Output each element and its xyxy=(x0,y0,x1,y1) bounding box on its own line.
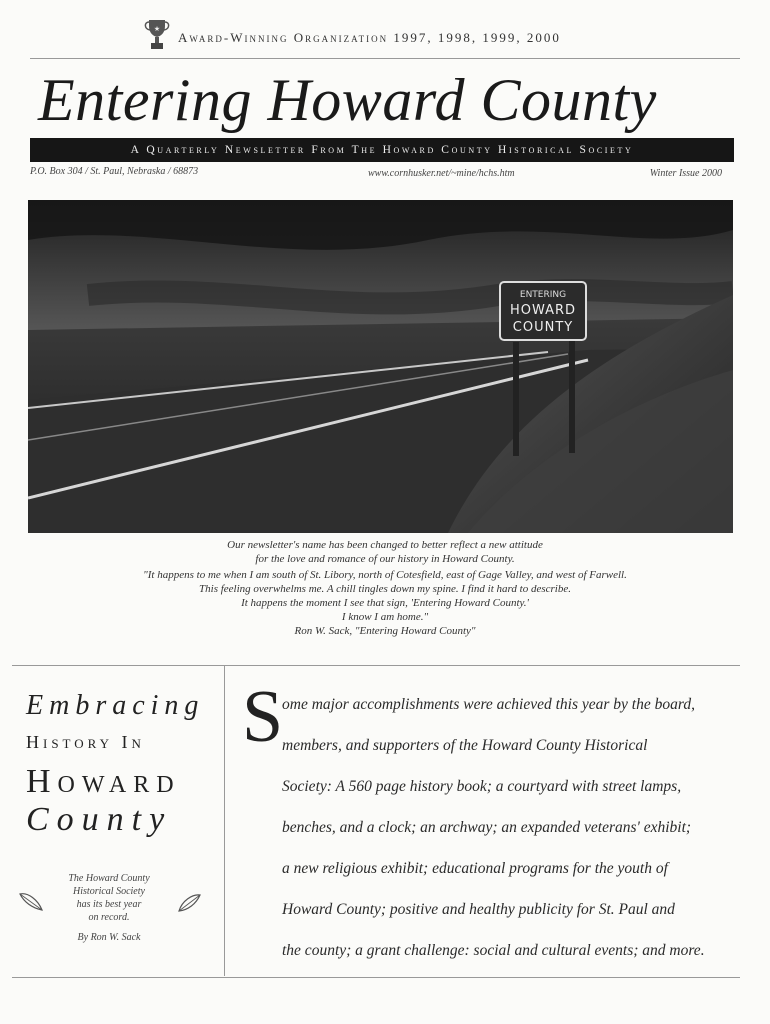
caption-line: Our newsletter's name has been changed to better reflect a new attitude xyxy=(227,539,543,551)
meta-line xyxy=(30,164,722,184)
article-line: a new religious exhibit; educational programs for the youth of xyxy=(282,860,668,877)
headline-line-4: County xyxy=(26,801,173,838)
cover-photo xyxy=(28,200,733,533)
drop-cap: S xyxy=(242,676,284,758)
website-url[interactable]: www.cornhusker.net/~mine/hchs.htm xyxy=(368,168,515,179)
column-divider xyxy=(224,666,225,976)
headline-line-2: History In xyxy=(26,732,145,752)
caption-line: for the love and romance of our history in Howard County. xyxy=(255,553,515,565)
article-line: Society: A 560 page history book; a courtyard with street lamps, xyxy=(282,778,682,795)
article-line: ome major accomplishments were achieved this year by the board, xyxy=(282,696,695,713)
caption-line: I know I am home." xyxy=(341,611,429,623)
caption-line: It happens the moment I see that sign, 'Entering Howard County.' xyxy=(241,597,529,609)
photo-caption xyxy=(50,538,720,638)
svg-text:★: ★ xyxy=(153,25,161,33)
sign-line-2: HOWARD xyxy=(509,303,577,318)
mailing-address: P.O. Box 304 / St. Paul, Nebraska / 68873 xyxy=(30,166,199,177)
headline-blurb xyxy=(34,872,184,924)
sign-line-1: ENTERING xyxy=(519,290,567,300)
award-banner xyxy=(142,14,622,54)
section-divider xyxy=(12,665,740,666)
sign-line-3: COUNTY xyxy=(512,320,574,335)
article-line: benches, and a clock; an archway; an expanded veterans' exhibit; xyxy=(282,819,692,836)
blurb-line: The Howard County xyxy=(68,873,150,884)
issue-label: Winter Issue 2000 xyxy=(649,168,722,179)
article-body xyxy=(242,676,732,971)
blurb-line: on record. xyxy=(88,912,130,923)
caption-attribution: Ron W. Sack, "Entering Howard County" xyxy=(294,625,476,637)
bottom-divider xyxy=(12,977,740,978)
headline-line-1: Embracing xyxy=(26,690,205,721)
headline-line-3: Howard xyxy=(26,763,181,800)
article-line: Howard County; positive and healthy publicity for St. Paul and xyxy=(282,901,675,918)
trophy-icon xyxy=(142,16,172,52)
article-line: the county; a grant challenge: social and cultural events; and more. xyxy=(282,942,705,959)
article-line: members, and supporters of the Howard County Historical xyxy=(282,737,648,754)
byline: By Ron W. Sack xyxy=(77,932,141,943)
caption-line: "It happens to me when I am south of St. Libory, north of Cotesfield, east of Gage Valley, and west of Farwell. xyxy=(143,569,627,581)
award-text: Award-Winning Organization 1997, 1998, 1999, 2000 xyxy=(178,30,561,45)
top-divider xyxy=(30,58,740,59)
subtitle-band: A Quarterly Newsletter From The Howard County Historical Society xyxy=(30,138,734,162)
article-headline xyxy=(26,690,216,839)
caption-line: This feeling overwhelms me. A chill tingles down my spine. I find it hard to describe. xyxy=(199,583,571,595)
blurb-line: Historical Society xyxy=(73,886,145,897)
newsletter-title: Entering Howard County xyxy=(38,67,657,133)
blurb-line: has its best year xyxy=(76,899,142,910)
